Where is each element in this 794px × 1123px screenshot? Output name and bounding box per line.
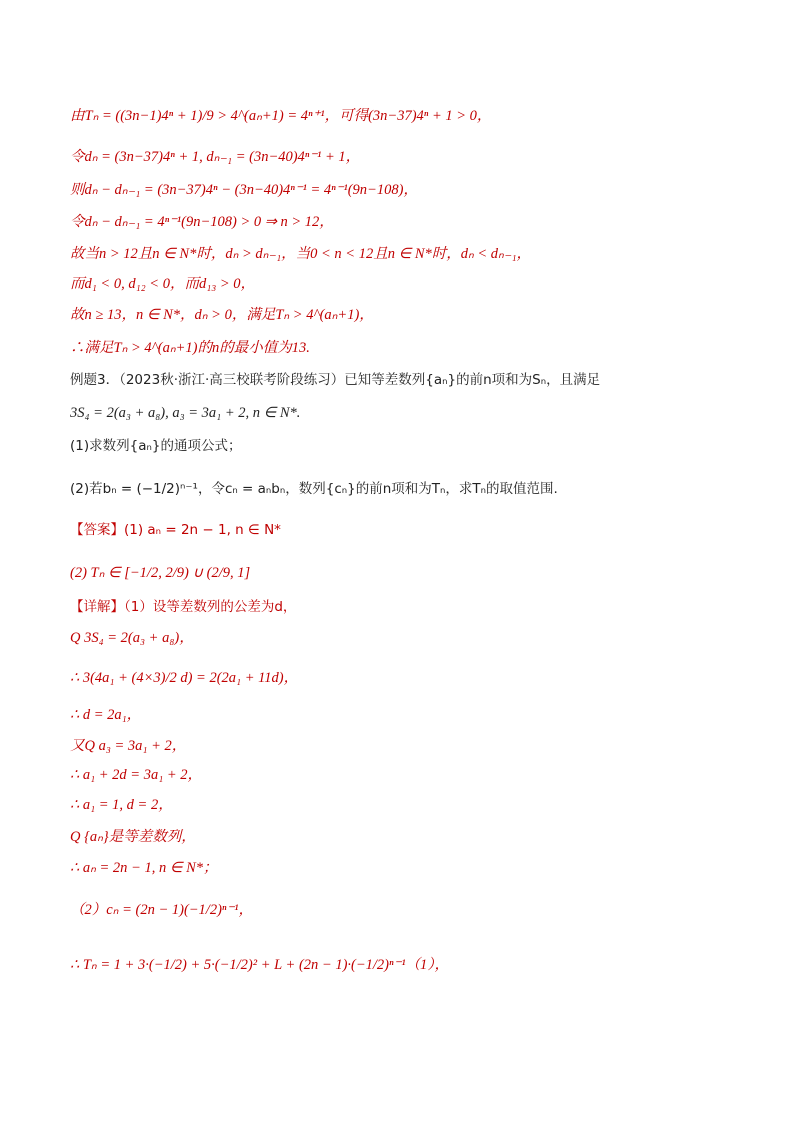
detail-line-1: Q 3S₄ = 2(a₃ + a₈)， <box>70 630 194 646</box>
answer-1: 【答案】(1) aₙ = 2n − 1, n ∈ N* <box>70 522 281 538</box>
detail-line-10: ∴ Tₙ = 1 + 3·(−1/2) + 5·(−1/2)² + L + (2n − 1)·(−1/2)ⁿ⁻¹（1）， <box>70 957 450 973</box>
line-5: 故当n > 12且n ∈ N*时，dₙ > dₙ₋₁，当0 < n < 12且n ∈ N*时，dₙ < dₙ₋₁， <box>70 246 532 262</box>
detail-line-6: ∴ a₁ = 1, d = 2， <box>70 797 173 813</box>
line-1: 由Tₙ = ((3n−1)4ⁿ + 1)/9 > 4^(aₙ+1) = 4ⁿ⁺¹，可得(3n−37)4ⁿ + 1 > 0， <box>70 108 492 124</box>
line-2: 令dₙ = (3n−37)4ⁿ + 1, dₙ₋₁ = (3n−40)4ⁿ⁻¹ + 1， <box>70 149 361 165</box>
question-1: (1)求数列{aₙ}的通项公式； <box>70 438 242 454</box>
question-2: (2)若bₙ = (−1/2)ⁿ⁻¹，令cₙ = aₙbₙ，数列{cₙ}的前n项和为Tₙ，求Tₙ的取值范围. <box>70 481 558 497</box>
detail-line-8: ∴ aₙ = 2n − 1, n ∈ N*； <box>70 860 218 876</box>
line-4: 令dₙ − dₙ₋₁ = 4ⁿ⁻¹(9n−108) > 0 ⇒ n > 12， <box>70 214 334 230</box>
detail-line-2: ∴ 3(4a₁ + (4×3)/2 d) = 2(2a₁ + 11d)， <box>70 670 299 686</box>
detail-line-7: Q {aₙ}是等差数列， <box>70 829 196 845</box>
line-6: 而d₁ < 0, d₁₂ < 0，而d₁₃ > 0， <box>70 276 256 292</box>
detail-line-5: ∴ a₁ + 2d = 3a₁ + 2， <box>70 767 203 783</box>
detail-line-9: （2）cₙ = (2n − 1)(−1/2)ⁿ⁻¹， <box>70 902 253 918</box>
line-3: 则dₙ − dₙ₋₁ = (3n−37)4ⁿ − (3n−40)4ⁿ⁻¹ = 4ⁿ⁻¹(9n−108)， <box>70 182 418 198</box>
detail-line-4: 又Q a₃ = 3a₁ + 2， <box>70 738 187 754</box>
example-heading: 例题3．（2023秋·浙江·高三校联考阶段练习）已知等差数列{aₙ}的前n项和为Sₙ，且满足 <box>70 372 601 388</box>
detail-line-3: ∴ d = 2a₁， <box>70 707 142 723</box>
answer-2: (2) Tₙ ∈ [−1/2, 2/9) ∪ (2/9, 1] <box>70 565 251 581</box>
example-condition: 3S₄ = 2(a₃ + a₈), a₃ = 3a₁ + 2, n ∈ N*. <box>70 405 301 421</box>
detail-heading: 【详解】（1）设等差数列的公差为d， <box>70 599 297 615</box>
line-7: 故n ≥ 13，n ∈ N*，dₙ > 0，满足Tₙ > 4^(aₙ+1)， <box>70 307 374 323</box>
line-8: ∴满足Tₙ > 4^(aₙ+1)的n的最小值为13. <box>70 340 310 356</box>
